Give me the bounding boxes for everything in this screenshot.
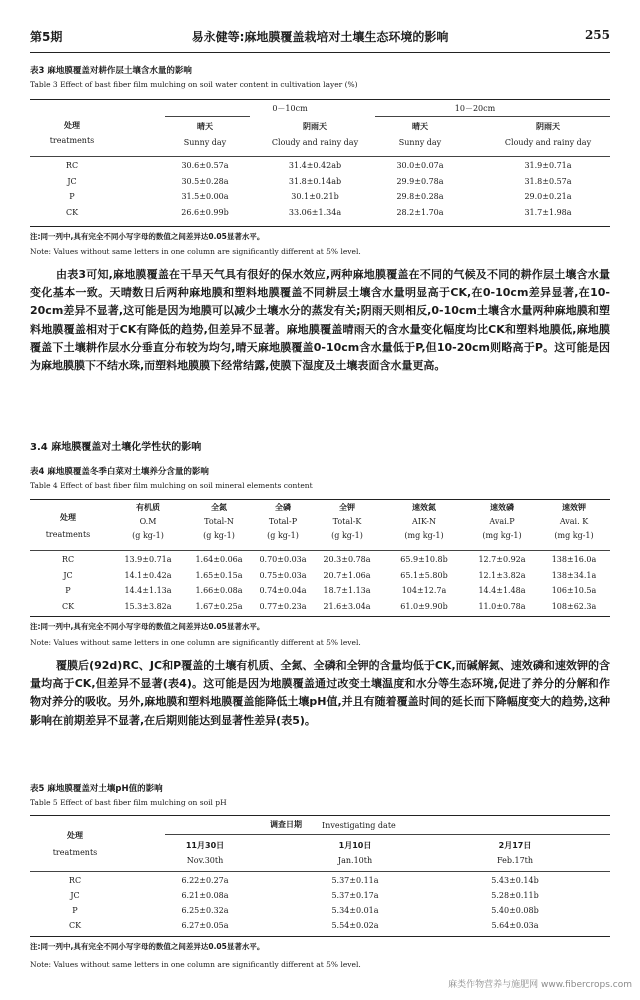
- table5-cell: 5.54±0.02a: [331, 921, 379, 930]
- table5-cell: 6.25±0.32a: [181, 906, 229, 915]
- table4-col-unit: (mg kg-1): [404, 531, 444, 540]
- table3-cell: 33.06±1.34a: [288, 207, 342, 217]
- table5-cell: 5.34±0.01a: [331, 906, 379, 915]
- table5-row-label: CK: [68, 921, 82, 930]
- table4-caption-cn: 表4 麻地膜覆盖冬季白菜对土壤养分含量的影响: [30, 467, 209, 477]
- table4-col-en: Total-P: [268, 517, 298, 526]
- table4-cell: 138±16.0a: [551, 555, 597, 564]
- table3-sub2-en: Cloudy and rainy day: [271, 138, 359, 147]
- table3-row-label: CK: [65, 207, 79, 217]
- table4-col-unit: (g kg-1): [267, 531, 299, 540]
- table4-col-unit: (mg kg-1): [554, 531, 594, 540]
- table3-depth1: 0－10cm: [272, 104, 308, 113]
- table4-col-cn: 速效钾: [562, 503, 586, 512]
- table3-sub4-cn: 阴雨天: [536, 122, 560, 131]
- table3-cell: 31.9±0.71a: [524, 161, 572, 170]
- table3-depth2-rule: [375, 116, 610, 117]
- table4-cell: 106±10.5a: [551, 586, 597, 595]
- table4-cell: 0.75±0.03a: [259, 570, 307, 580]
- table3-cell: 30.6±0.57a: [181, 161, 229, 170]
- page-number: 255: [584, 28, 610, 42]
- table3-cell: 29.8±0.28a: [396, 192, 444, 201]
- table5-cell: 5.64±0.03a: [491, 921, 539, 930]
- paragraph-1: 由表3可知,麻地膜覆盖在干旱天气具有很好的保水效应,两种麻地膜覆盖在不同的气候及不同的耕作层土壤含水量变化基本一致。天晴数日后两种麻地膜和塑料地膜覆盖不同耕层土壤含水量明显高于CK,在0-10cm差异显著,在10-20cm差异不显著,这可能是因为地膜可以减少土壤水分的蒸发有关;阴雨天则相反,0-10cm土壤含水量两种麻地膜和塑料地膜覆盖相对于CK有降低的趋势,但差异不显著。麻地膜覆盖晴雨天的含水量变化幅度均比CK和塑料地膜低,麻地膜覆盖下土壤耕作层水分垂直分布较为均匀,晴天麻地膜覆盖0-10cm含水量低于P,但10-20cm则略高于P。这可能是因为麻地膜膜下不结水珠,而塑料地膜膜下经常结露,使膜下湿度及土壤表面含水量更高。: [30, 268, 610, 373]
- table4-cell: 14.4±1.13a: [124, 586, 172, 595]
- table4-col-en: Avai.P: [489, 517, 515, 526]
- table3-cell: 30.0±0.07a: [396, 161, 444, 170]
- table4-bottom-rule: [30, 616, 610, 617]
- table4-treat-en: treatments: [45, 530, 91, 539]
- table3-depth1-rule: [165, 116, 250, 117]
- table4-cell: 18.7±1.13a: [323, 586, 371, 595]
- table5-date-col-cn: 1月10日: [338, 841, 372, 850]
- table4-cell: 65.9±10.8b: [400, 555, 448, 564]
- table3-cell: 31.5±0.00a: [181, 192, 229, 201]
- table4-cell: 0.74±0.04a: [259, 586, 307, 595]
- table4-cell: 14.1±0.42a: [124, 570, 172, 580]
- table5-date-cn: 调查日期: [270, 820, 302, 829]
- table5-treat-cn: 处理: [67, 831, 83, 840]
- table4-col-cn: 速效磷: [490, 503, 514, 512]
- table3-treat-cn: 处理: [64, 121, 80, 130]
- table3-cell: 26.6±0.99b: [181, 207, 229, 217]
- issue-number: 第5期: [30, 30, 63, 44]
- table3-sub2-cn: 阴雨天: [303, 122, 327, 131]
- table3-sub3-cn: 晴天: [412, 122, 428, 131]
- table4-cell: 20.7±1.06a: [323, 570, 371, 580]
- table3-sub1-cn: 晴天: [197, 122, 213, 131]
- table3-row-label: RC: [65, 161, 79, 170]
- table3-cell: 29.9±0.78a: [396, 176, 444, 186]
- table4-mid-rule: [30, 550, 610, 551]
- table3-sub1-en: Sunny day: [183, 138, 227, 147]
- table3-bottom-rule: [30, 226, 610, 227]
- table4-row-label: P: [65, 586, 71, 595]
- table5-caption-cn: 表5 麻地膜覆盖对土壤pH值的影响: [30, 784, 163, 794]
- table4-col-unit: (g kg-1): [132, 531, 164, 540]
- table4-cell: 21.6±3.04a: [323, 601, 371, 611]
- table4-col-en: O.M: [139, 517, 157, 526]
- table5-treat-en: treatments: [52, 848, 98, 857]
- table4-col-unit: (g kg-1): [203, 531, 235, 540]
- table4-cell: 12.1±3.82a: [478, 570, 526, 580]
- table5-date-col-en: Jan.10th: [337, 856, 373, 865]
- table4-col-en: Total-K: [332, 517, 362, 526]
- page-header: [30, 28, 610, 48]
- table4-cell: 1.67±0.25a: [195, 601, 243, 611]
- table4-col-en: Avai. K: [559, 517, 589, 526]
- table3-cell: 31.8±0.14ab: [288, 176, 342, 186]
- table3-depth2: 10－20cm: [454, 104, 496, 113]
- table4-col-cn: 全磷: [275, 503, 291, 512]
- table4-cell: 108±62.3a: [551, 601, 597, 611]
- table4-col-en: AIK-N: [411, 517, 437, 526]
- table5-cell: 6.21±0.08a: [181, 891, 229, 900]
- table4-cell: 11.0±0.78a: [478, 601, 526, 611]
- table4-cell: 0.70±0.03a: [259, 555, 307, 564]
- watermark: 麻类作物营养与施肥网 www.fibercrops.com: [448, 980, 632, 990]
- table4-col-cn: 速效氮: [412, 503, 436, 512]
- table5-date-col-cn: 2月17日: [498, 841, 532, 850]
- table4-cell: 14.4±1.48a: [478, 586, 526, 595]
- table3-sub4-en: Cloudy and rainy day: [504, 138, 592, 147]
- table5-top-rule: [30, 815, 610, 816]
- table3-cell: 31.7±1.98a: [524, 207, 572, 217]
- table4-cell: 138±34.1a: [551, 570, 597, 580]
- table3-note-cn: 注:同一列中,具有完全不同小写字母的数值之间差异达0.05显著水平。: [30, 232, 265, 241]
- paragraph-2: 覆膜后(92d)RC、JC和P覆盖的土壤有机质、全氮、全磷和全钾的含量均低于CK,而碱解氮、速效磷和速效钾的含量均高于CK,但差异不显著(表4)。这可能是因为地膜覆盖通过改变土壤温度和水分等生态环境,促进了养分的分解和作物对养分的吸收。另外,麻地膜和塑料地膜覆盖能降低土壤pH值,并且有随着覆盖时间的延长而下降幅度变大的趋势,这种影响在前期差异不显著,在后期则能达到显著性差异(表5)。: [30, 659, 610, 727]
- table4-treat-cn: 处理: [60, 513, 76, 522]
- running-title: 易永健等:麻地膜覆盖栽培对土壤生态环境的影响: [191, 30, 449, 44]
- table4-cell: 104±12.7a: [401, 586, 447, 595]
- table5-row-label: JC: [70, 891, 80, 900]
- table4-cell: 61.0±9.90b: [400, 601, 448, 611]
- table5-cell: 5.37±0.11a: [331, 876, 379, 885]
- table4-note-cn: 注:同一列中,具有完全不同小写字母的数值之间差异达0.05显著水平。: [30, 622, 265, 631]
- table4-cell: 1.65±0.15a: [195, 570, 243, 580]
- table4-cell: 12.7±0.92a: [478, 555, 526, 564]
- table5-row-label: RC: [68, 876, 82, 885]
- table4-row-label: JC: [63, 570, 73, 580]
- table4-cell: 15.3±3.82a: [124, 601, 172, 611]
- table4-col-cn: 全氮: [211, 503, 227, 512]
- table3-cell: 31.4±0.42ab: [288, 161, 342, 170]
- table3-mid-rule: [30, 156, 610, 157]
- table5-date-en: Investigating date: [322, 821, 396, 830]
- table3-cell: 30.5±0.28a: [181, 176, 229, 186]
- table4-col-en: Total-N: [204, 517, 234, 526]
- table5-mid-rule: [30, 871, 610, 872]
- table4-row-label: RC: [61, 555, 75, 564]
- table5-date-col-cn: 11月30日: [185, 841, 225, 850]
- table4-cell: 1.66±0.08a: [195, 586, 243, 595]
- table3-cell: 30.1±0.21b: [291, 192, 339, 201]
- table5-date-rule: [165, 834, 610, 835]
- table3-cell: 31.8±0.57a: [524, 176, 572, 186]
- table3-row-label: JC: [67, 176, 77, 186]
- table4-cell: 65.1±5.80b: [400, 570, 448, 580]
- table5-cell: 5.28±0.11b: [491, 891, 539, 900]
- table4-col-cn: 全钾: [339, 503, 355, 512]
- table3-row-label: P: [69, 192, 75, 201]
- table5-cell: 5.40±0.08b: [491, 906, 539, 915]
- table5-cell: 6.27±0.05a: [181, 921, 229, 930]
- table4-col-cn: 有机质: [136, 503, 160, 512]
- table3-cell: 29.0±0.21a: [524, 192, 572, 201]
- table3-note-en: Note: Values without same letters in one column are significantly different at 5% level.: [30, 247, 361, 256]
- table5-date-col-en: Nov.30th: [186, 856, 224, 865]
- table4-col-unit: (g kg-1): [331, 531, 363, 540]
- table3-top-rule: [30, 99, 610, 100]
- table4-caption-en: Table 4 Effect of bast fiber film mulching on soil mineral elements content: [30, 481, 313, 490]
- table5-cell: 5.43±0.14b: [491, 876, 539, 885]
- table4-cell: 20.3±0.78a: [323, 555, 371, 564]
- table5-caption-en: Table 5 Effect of bast fiber film mulching on soil pH: [30, 798, 227, 807]
- header-rule: [30, 52, 610, 53]
- table3-sub3-en: Sunny day: [398, 138, 442, 147]
- table3-caption-en: Table 3 Effect of bast fiber film mulching on soil water content in cultivation layer (%): [30, 80, 358, 89]
- table4-cell: 0.77±0.23a: [259, 601, 307, 611]
- section-heading: 3.4 麻地膜覆盖对土壤化学性状的影响: [30, 442, 202, 453]
- table5-note-cn: 注:同一列中,具有完全不同小写字母的数值之间差异达0.05显著水平。: [30, 942, 265, 951]
- table3-caption-cn: 表3 麻地膜覆盖对耕作层土壤含水量的影响: [30, 66, 192, 76]
- table3-cell: 28.2±1.70a: [396, 207, 444, 217]
- table5-row-label: P: [72, 906, 78, 915]
- table4-cell: 1.64±0.06a: [195, 555, 243, 564]
- table5-cell: 6.22±0.27a: [181, 876, 229, 885]
- table4-cell: 13.9±0.71a: [124, 555, 172, 564]
- table4-row-label: CK: [61, 601, 75, 611]
- table5-bottom-rule: [30, 936, 610, 937]
- table4-note-en: Note: Values without same letters in one column are significantly different at 5% level.: [30, 638, 361, 647]
- table4-top-rule: [30, 499, 610, 500]
- table5-date-col-en: Feb.17th: [496, 856, 534, 865]
- table3-treat-en: treatments: [49, 136, 95, 145]
- table5-cell: 5.37±0.17a: [331, 891, 379, 900]
- table4-col-unit: (mg kg-1): [482, 531, 522, 540]
- table5-note-en: Note: Values without same letters in one column are significantly different at 5% level.: [30, 960, 361, 969]
